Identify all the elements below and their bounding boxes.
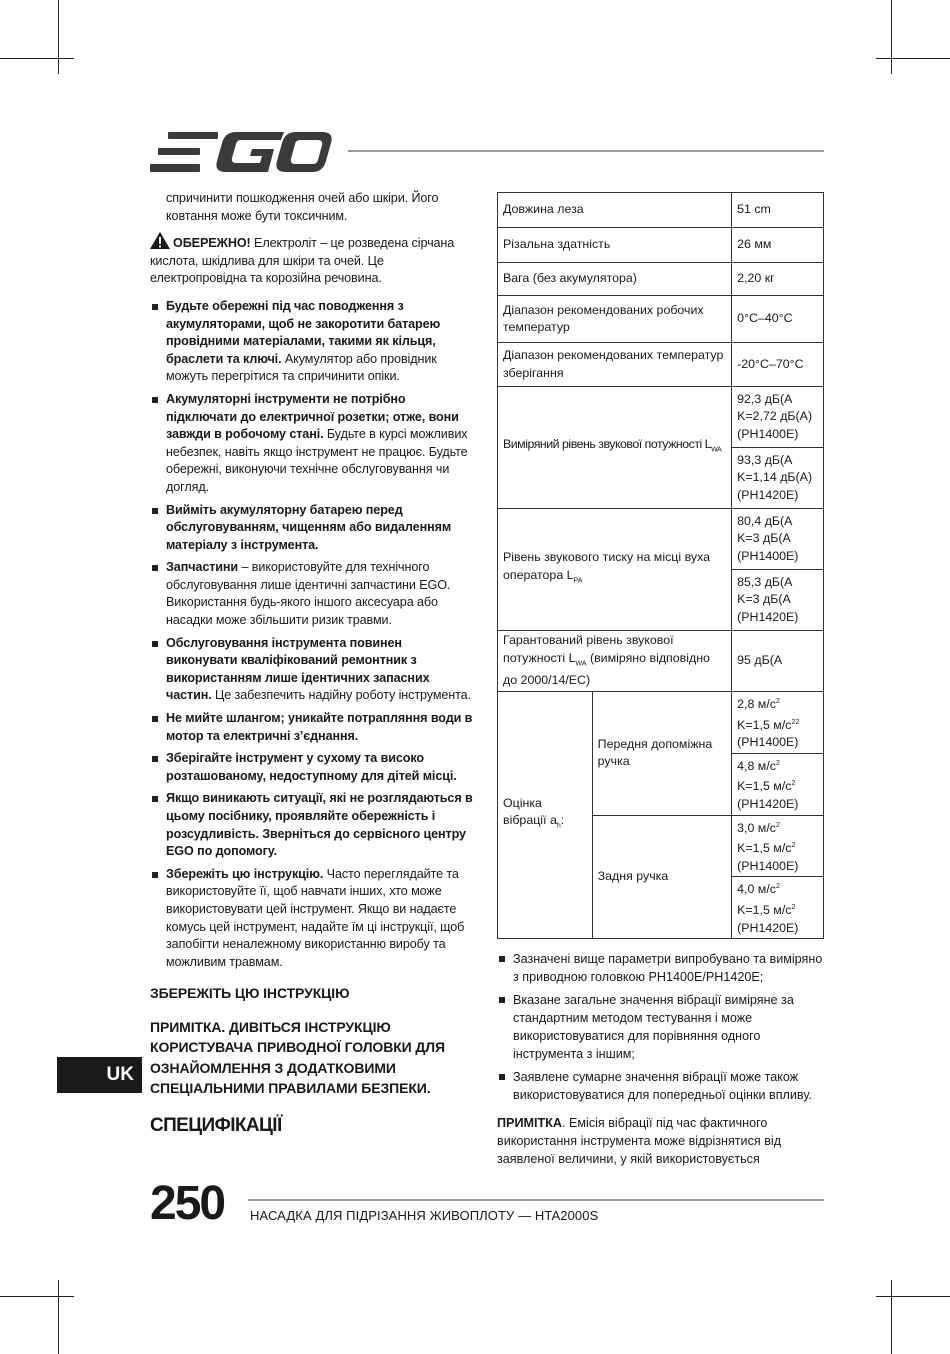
list-item — [150, 502, 476, 555]
value-line: (PH1400E) — [737, 735, 799, 750]
footer-title: НАСАДКА ДЛЯ ПІДРІЗАННЯ ЖИВОПЛОТУ — HTA2000S — [250, 1208, 599, 1223]
table-row — [498, 631, 824, 692]
crop-mark — [0, 58, 74, 59]
value-line: 2,8 м/с — [737, 697, 776, 712]
list-item — [150, 710, 476, 745]
save-instructions-heading: ЗБЕРЕЖІТЬ ЦЮ ІНСТРУКЦІЮ — [150, 985, 350, 1002]
page-number: 250 — [150, 1177, 225, 1230]
value-line: K=1,5 м/с — [737, 841, 792, 856]
spec-label — [498, 509, 732, 631]
crop-mark — [891, 1280, 892, 1354]
subscript: WA — [575, 659, 587, 667]
value-line: K=1,5 м/с — [737, 903, 792, 917]
superscript: 2 — [775, 883, 780, 891]
rule-text: Це забезпечить надійну роботу інструмента. — [211, 688, 471, 703]
list-item: Зазначені вище параметри випробувано та виміряно з приводною головкою PH1400E/PH1420E; — [497, 950, 827, 986]
intro-text: спричинити пошкодження очей або шкіри. Його ковтання може бути токсичним. — [166, 191, 439, 223]
spec-value: 26 мм — [732, 228, 824, 263]
value-line: K=3 дБ(A — [737, 592, 791, 607]
spec-value: 51 cm — [732, 193, 824, 228]
crop-mark — [58, 1280, 59, 1354]
vibration-label — [498, 692, 593, 939]
rule-bold: Збережіть цю інструкцію. — [166, 866, 324, 881]
spec-value — [732, 387, 824, 448]
table-row — [498, 387, 824, 448]
value-line: K=1,5 м/с — [737, 779, 792, 794]
powerhead-note: ПРИМІТКА. ДИВІТЬСЯ ІНСТРУКЦІЮ КОРИСТУВАЧА ПРИВОДНОЇ ГОЛОВКИ ДЛЯ ОЗНАЙОМЛЕННЯ З ДОДАТКОВИМИ СПЕЦІАЛЬНИМИ ПРАВИЛАМИ БЕЗПЕКИ. — [150, 1018, 445, 1097]
spec-value: 95 дБ(A — [732, 631, 824, 692]
value-line: K=2,72 дБ(A) — [737, 409, 813, 424]
subscript: h — [556, 822, 561, 830]
spec-notes-list — [497, 950, 827, 1104]
footer-rule — [248, 1199, 824, 1201]
table-row — [498, 263, 824, 296]
spec-label: Вага (без акумулятора) — [498, 263, 732, 296]
subscript: PA — [573, 577, 583, 585]
superscript: 2 — [791, 903, 796, 911]
spec-value — [732, 692, 824, 754]
table-row — [498, 343, 824, 387]
rule-bold: Зберігайте інструмент у сухому та високо розташованому, недоступному для дітей місці. — [166, 751, 457, 783]
spec-value — [732, 509, 824, 570]
rear-handle-label: Задня ручка — [592, 815, 731, 939]
crop-mark — [58, 0, 59, 74]
value-line: 3,0 м/с — [737, 820, 776, 835]
superscript: 2 — [775, 698, 780, 705]
value-line: K=1,5 м/с — [737, 717, 792, 732]
spec-value — [732, 570, 824, 631]
value-line: (PH1420E) — [737, 487, 799, 502]
vibration-label-text: Оцінка вібрації a — [503, 795, 557, 828]
caution-paragraph — [150, 232, 476, 288]
value-line: 85,3 дБ(A — [737, 574, 793, 589]
table-row — [498, 193, 824, 228]
spec-label — [498, 387, 732, 509]
guaranteed-label-rest: (виміряно відповідно до 2000/14/EC) — [503, 650, 710, 688]
value-line: 4,0 м/с — [737, 882, 776, 897]
superscript: 2 — [791, 780, 796, 788]
value-line: (PH1400E) — [737, 426, 799, 441]
sound-pressure-label: Рівень звукового тиску на місці вуха оператора L — [503, 550, 711, 582]
front-handle-label: Передня допоміжна ручка — [592, 692, 731, 816]
value-line: 92,3 дБ(A — [737, 391, 793, 406]
value-line: K=3 дБ(A — [737, 531, 791, 546]
value-line: (PH1420E) — [737, 609, 799, 624]
spec-value — [732, 815, 824, 877]
spec-value: 2,20 кг — [732, 263, 824, 296]
spec-label — [498, 631, 732, 692]
superscript: 2 — [791, 842, 796, 850]
value-line: 80,4 дБ(A — [737, 513, 793, 528]
value-line: 4,8 м/с — [737, 758, 776, 773]
spec-label: Довжина леза — [498, 193, 732, 228]
value-line: (PH1420E) — [737, 797, 799, 811]
header-rule — [348, 150, 824, 152]
crop-mark — [876, 58, 950, 59]
spec-value: 0°C–40°C — [732, 296, 824, 343]
list-item: Заявлене сумарне значення вібрації може також використовуватися для попередньої оцінки впливу. — [497, 1068, 827, 1104]
rule-bold: Акумуляторні інструменти не потрібно підключати до електричної розетки; отже, вони завжди в робочому стані. — [166, 391, 459, 442]
list-item — [150, 298, 476, 386]
list-item — [150, 750, 476, 785]
value-line: 93,3 дБ(A — [737, 452, 793, 467]
right-notes — [497, 950, 827, 1168]
guaranteed-label: Гарантований рівень звукової потужності L — [503, 633, 674, 665]
superscript: 2 — [775, 821, 780, 829]
list-item — [150, 866, 476, 972]
note-text: . Емісія вібрації під час фактичного використання інструмента може відрізнятися від заявленої величини, у якій використовується — [497, 1116, 782, 1166]
colon: : — [560, 813, 565, 828]
spec-label: Діапазон рекомендованих температур зберігання — [498, 343, 732, 387]
table-row — [498, 228, 824, 263]
list-item — [150, 790, 476, 860]
list-item: Вказане загальне значення вібрації виміряне за стандартним методом тестування і може використовуватися для порівняння одного інструмента з іншим; — [497, 991, 827, 1063]
superscript: 2 — [775, 759, 780, 767]
spec-value: -20°C–70°C — [732, 343, 824, 387]
left-column — [150, 190, 476, 1135]
rule-text: – використовуйте для технічного обслуговування лише ідентичні запчастини EGO. Використання будь-якого іншого аксесуара або насадки може збільшити ризик травми. — [166, 560, 451, 628]
crop-mark — [891, 0, 892, 74]
rule-text: Часто переглядайте та використовуйте її, щоб навчати інших, хто може використовувати цей інструмент. Якщо ви надаєте комусь цей інструмент, надайте їм ці інструкції, щоб запобігти неналежному використанню виробу та можливим травмам. — [166, 866, 465, 969]
crop-mark — [876, 1296, 950, 1297]
specifications-table — [497, 192, 824, 939]
warning-icon — [150, 232, 170, 249]
rule-bold: Якщо виникають ситуації, які не розглядаються в цьому посібнику, проявляйте обережність і розсудливість. Зверніться до сервісного центру EGO по допомогу. — [166, 791, 473, 859]
caution-text: Електроліт – це розведена сірчана кислота, шкідлива для шкіри та очей. Це електропровідна та корозійна речовина. — [150, 236, 455, 286]
list-item — [150, 559, 476, 629]
table-row — [498, 509, 824, 570]
specifications-heading: СПЕЦИФІКАЦІЇ — [150, 1114, 282, 1136]
ego-logo — [150, 132, 332, 172]
rule-bold: Вийміть акумуляторну батарею перед обслуговуванням, чищенням або видаленням матеріалу з інструмента. — [166, 502, 452, 552]
vibration-note — [497, 1114, 827, 1168]
rule-bold: Обслуговування інструмента повинен виконувати кваліфікований ремонтник з використанням лише ідентичних запасних частин. — [166, 635, 430, 703]
spec-label: Різальна здатність — [498, 228, 732, 263]
note-label: ПРИМІТКА — [497, 1116, 562, 1130]
list-item — [150, 635, 476, 705]
rule-text: Будьте в курсі можливих небезпек, навіть якщо інструмент не працює. Будьте обережні, виконуючи технічне обслуговування чи догляд. — [166, 427, 468, 494]
rule-text: Акумулятор або провідник можуть перегрітися та спричинити опіки. — [166, 351, 437, 384]
sound-power-label: Виміряний рівень звукової потужності L — [503, 437, 712, 452]
table-row — [498, 692, 824, 754]
table-row — [498, 296, 824, 343]
subscript: WA — [711, 446, 722, 454]
list-item — [150, 391, 476, 497]
value-line: (PH1420E) — [737, 920, 799, 935]
caution-label: ОБЕРЕЖНО! — [173, 236, 251, 251]
spec-value — [732, 877, 824, 939]
safety-rules-list — [150, 298, 476, 971]
value-line: (PH1400E) — [737, 858, 799, 873]
value-line: K=1,14 дБ(A) — [737, 470, 813, 485]
superscript: 22 — [791, 718, 800, 726]
language-tab: UK — [57, 1057, 142, 1093]
spec-label: Діапазон рекомендованих робочих температур — [498, 296, 732, 343]
rule-bold: Запчастини — [166, 560, 239, 575]
rule-bold: Не мийте шлангом; уникайте потрапляння води в мотор та електричні з’єднання. — [166, 711, 473, 743]
value-line: (PH1400E) — [737, 548, 799, 563]
rule-bold: Будьте обережні під час поводження з акумуляторами, щоб не закоротити батарею провідними матеріалами, такими як кільця, браслети та ключі. — [166, 298, 441, 366]
spec-value — [732, 753, 824, 815]
spec-value — [732, 448, 824, 509]
crop-mark — [0, 1296, 74, 1297]
